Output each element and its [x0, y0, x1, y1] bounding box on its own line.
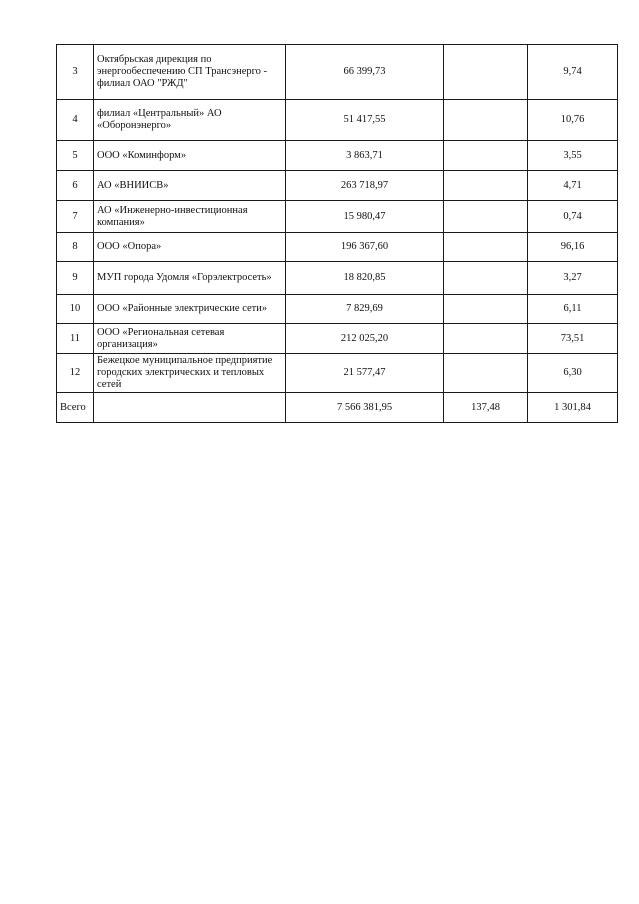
value-col3: 6,30	[528, 354, 618, 393]
organization-name: МУП города Удомля «Горэлектросеть»	[94, 262, 286, 295]
row-number: 4	[57, 100, 94, 141]
table-row	[57, 324, 618, 354]
table-row	[57, 295, 618, 324]
table-row	[57, 354, 618, 393]
value-col2	[444, 100, 528, 141]
organization-name: ООО «Коминформ»	[94, 141, 286, 171]
row-number: 10	[57, 295, 94, 324]
value-col1: 15 980,47	[286, 201, 444, 233]
row-number: 8	[57, 233, 94, 262]
value-col1: 3 863,71	[286, 141, 444, 171]
table-row	[57, 201, 618, 233]
value-col2	[444, 141, 528, 171]
value-col3: 3,27	[528, 262, 618, 295]
value-col1: 18 820,85	[286, 262, 444, 295]
organization-name: АО «ВНИИСВ»	[94, 171, 286, 201]
value-col3: 10,76	[528, 100, 618, 141]
organization-name: ООО «Опора»	[94, 233, 286, 262]
table-row	[57, 262, 618, 295]
value-col3: 0,74	[528, 201, 618, 233]
row-number: 3	[57, 45, 94, 100]
value-col2	[444, 171, 528, 201]
value-col3: 73,51	[528, 324, 618, 354]
organization-name: Октябрьская дирекция по энергообеспечению СП Трансэнерго - филиал ОАО "РЖД"	[94, 45, 286, 100]
total-value-col1: 7 566 381,95	[286, 393, 444, 423]
total-name	[94, 393, 286, 423]
value-col1: 51 417,55	[286, 100, 444, 141]
value-col3: 96,16	[528, 233, 618, 262]
value-col2	[444, 233, 528, 262]
row-number: 12	[57, 354, 94, 393]
value-col2	[444, 324, 528, 354]
value-col2	[444, 295, 528, 324]
value-col1: 212 025,20	[286, 324, 444, 354]
table-row	[57, 141, 618, 171]
organization-name: филиал «Центральный» АО «Оборонэнерго»	[94, 100, 286, 141]
value-col1: 263 718,97	[286, 171, 444, 201]
row-number: 9	[57, 262, 94, 295]
table-row	[57, 233, 618, 262]
value-col2	[444, 201, 528, 233]
total-value-col2: 137,48	[444, 393, 528, 423]
value-col3: 9,74	[528, 45, 618, 100]
table-row	[57, 100, 618, 141]
value-col3: 6,11	[528, 295, 618, 324]
value-col2	[444, 45, 528, 100]
data-table	[56, 44, 618, 423]
row-number: 6	[57, 171, 94, 201]
value-col1: 21 577,47	[286, 354, 444, 393]
table-row	[57, 171, 618, 201]
organization-name: АО «Инженерно-инвестиционная компания»	[94, 201, 286, 233]
value-col3: 3,55	[528, 141, 618, 171]
row-number: 7	[57, 201, 94, 233]
row-number: 11	[57, 324, 94, 354]
total-value-col3: 1 301,84	[528, 393, 618, 423]
value-col2	[444, 262, 528, 295]
row-number: 5	[57, 141, 94, 171]
total-row	[57, 393, 618, 423]
total-label: Всего	[57, 393, 94, 423]
value-col3: 4,71	[528, 171, 618, 201]
table-row	[57, 45, 618, 100]
value-col2	[444, 354, 528, 393]
organization-name: Бежецкое муниципальное предприятие городских электрических и тепловых сетей	[94, 354, 286, 393]
organization-name: ООО «Региональная сетевая организация»	[94, 324, 286, 354]
organization-name: ООО «Районные электрические сети»	[94, 295, 286, 324]
value-col1: 66 399,73	[286, 45, 444, 100]
value-col1: 196 367,60	[286, 233, 444, 262]
value-col1: 7 829,69	[286, 295, 444, 324]
